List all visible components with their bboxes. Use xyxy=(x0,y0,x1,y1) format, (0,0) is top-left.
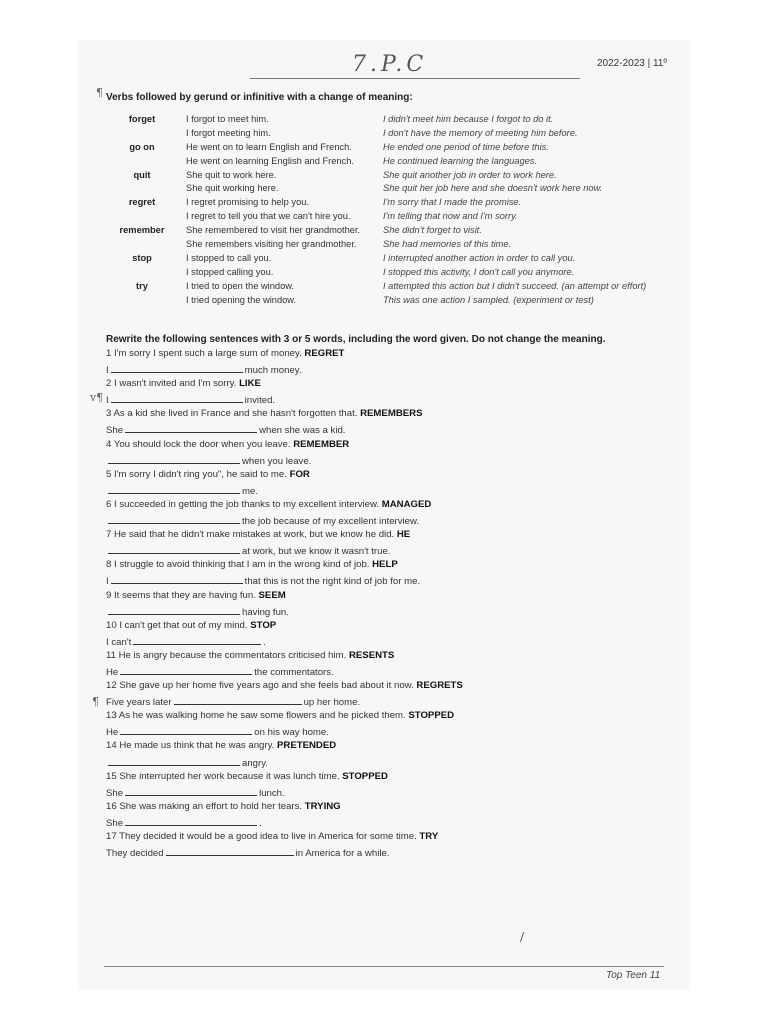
prompt-text: 13 As he was walking home he saw some flowers and he picked them. xyxy=(106,710,406,722)
prompt-text: 8 I struggle to avoid thinking that I am in the wrong kind of job. xyxy=(106,559,370,571)
margin-mark: ¶ xyxy=(96,86,103,99)
example-cell: I forgot to meet him. xyxy=(186,114,269,124)
verb-table-row xyxy=(110,281,670,295)
keyword: REMEMBERS xyxy=(360,408,423,420)
answer-suffix: when she was a kid. xyxy=(259,425,346,437)
verb-cell: regret xyxy=(128,197,156,208)
verb-table-row xyxy=(110,156,670,170)
meaning-cell: He ended one period of time before this. xyxy=(383,141,549,152)
answer-suffix: much money. xyxy=(244,365,302,377)
answer-line xyxy=(106,423,666,438)
answer-line xyxy=(106,846,666,861)
answer-suffix: invited. xyxy=(244,395,276,407)
answer-blank[interactable] xyxy=(125,786,257,796)
handwritten-title: 7.P.C xyxy=(352,52,428,77)
answer-line xyxy=(106,605,666,620)
verb-table-row xyxy=(110,225,670,239)
answer-blank[interactable] xyxy=(125,816,257,826)
exercise-prompt xyxy=(106,348,666,363)
answer-blank[interactable] xyxy=(108,605,240,615)
keyword: STOPPED xyxy=(408,710,455,722)
keyword: REMEMBER xyxy=(293,438,350,450)
verb-table-row xyxy=(110,114,670,128)
answer-suffix: . xyxy=(263,636,266,648)
answer-blank[interactable] xyxy=(111,363,243,373)
answer-prefix: She xyxy=(106,817,124,829)
exercise-prompt xyxy=(106,499,666,514)
example-cell: I stopped calling you. xyxy=(186,266,274,277)
answer-blank[interactable] xyxy=(108,544,240,554)
prompt-text: 10 I can't get that out of my mind. xyxy=(106,619,248,631)
answer-prefix: Five years later xyxy=(106,697,172,709)
answer-suffix: me. xyxy=(242,485,258,497)
keyword: LIKE xyxy=(239,378,261,390)
verb-table-row xyxy=(110,253,670,267)
meaning-cell: I'm sorry that I made the promise. xyxy=(383,197,522,208)
exercise-list xyxy=(106,348,666,861)
meaning-cell: I don't have the memory of meeting him before. xyxy=(383,127,578,138)
verb-cell: try xyxy=(136,280,148,291)
answer-prefix: I xyxy=(106,576,109,588)
answer-suffix: having fun. xyxy=(242,606,289,618)
answer-prefix: He xyxy=(106,666,119,678)
answer-line xyxy=(106,635,666,650)
exercise-prompt xyxy=(106,620,666,635)
example-cell: I regret promising to help you. xyxy=(186,197,309,208)
prompt-text: 2 I wasn't invited and I'm sorry. xyxy=(106,378,237,390)
prompt-text: 7 He said that he didn't make mistakes at work, but we know he did. xyxy=(106,529,395,541)
verb-cell: remember xyxy=(119,225,165,236)
exercise-prompt xyxy=(106,439,666,454)
answer-line xyxy=(106,756,666,771)
example-cell: She remembers visiting her grandmother. xyxy=(186,239,357,250)
keyword: HE xyxy=(396,529,411,541)
meaning-cell: I stopped this activity, I don't call you anymore. xyxy=(383,266,575,277)
example-cell: I regret to tell you that we can't hire you. xyxy=(186,211,351,222)
verb-cell: stop xyxy=(132,252,152,263)
answer-suffix: at work, but we know it wasn't true. xyxy=(242,546,391,558)
prompt-text: 9 It seems that they are having fun. xyxy=(106,589,256,601)
prompt-text: 12 She gave up her home five years ago and she feels bad about it now. xyxy=(106,680,414,692)
verb-table-row xyxy=(110,211,670,225)
verb-table-row xyxy=(110,142,670,156)
keyword: SEEM xyxy=(258,589,286,601)
meaning-cell: She quit her job here and she doesn't work here now. xyxy=(383,183,603,194)
answer-suffix: angry. xyxy=(242,757,268,769)
keyword: REGRET xyxy=(304,348,345,359)
meaning-cell: I didn't meet him because I forgot to do it. xyxy=(383,114,554,124)
answer-suffix: the job because of my excellent interview. xyxy=(242,516,420,528)
footer-rule xyxy=(104,966,664,967)
keyword: PRETENDED xyxy=(277,740,337,752)
answer-blank[interactable] xyxy=(108,756,240,766)
prompt-text: 3 As a kid she lived in France and she hasn't forgotten that. xyxy=(106,408,358,420)
answer-suffix: in America for a while. xyxy=(295,848,390,860)
example-cell: She quit working here. xyxy=(186,183,279,194)
answer-prefix: I xyxy=(106,395,109,407)
pen-scribble: / xyxy=(520,930,525,944)
meaning-cell: I attempted this action but I didn't succeed. (an attempt or effort) xyxy=(383,280,647,291)
title-underline xyxy=(250,78,580,79)
keyword: TRY xyxy=(419,831,439,842)
example-cell: She quit to work here. xyxy=(186,169,277,180)
example-cell: I tried opening the window. xyxy=(186,294,297,305)
footer-book-label: Top Teen 11 xyxy=(606,970,661,981)
answer-blank[interactable] xyxy=(120,725,252,735)
verb-table-row xyxy=(110,170,670,184)
prompt-text: 5 I'm sorry I didn't ring you", he said to me. xyxy=(106,468,287,480)
example-cell: I stopped to call you. xyxy=(186,252,272,263)
prompt-text: 15 She interrupted her work because it was lunch time. xyxy=(106,770,340,782)
keyword: HELP xyxy=(372,559,398,571)
meaning-cell: He continued learning the languages. xyxy=(383,155,538,166)
exercise-prompt xyxy=(106,831,666,846)
answer-blank[interactable] xyxy=(120,665,252,675)
answer-blank[interactable] xyxy=(166,846,294,856)
prompt-text: 14 He made us think that he was angry. xyxy=(106,740,275,752)
verb-meaning-table xyxy=(110,114,670,308)
meaning-cell: I interrupted another action in order to call you. xyxy=(383,252,576,263)
answer-blank[interactable] xyxy=(133,635,261,645)
answer-suffix: up her home. xyxy=(303,697,361,709)
answer-line xyxy=(106,816,666,831)
keyword: MANAGED xyxy=(381,498,432,510)
exercise-prompt xyxy=(106,740,666,755)
keyword: REGRETS xyxy=(416,680,463,692)
answer-prefix: She xyxy=(106,425,124,437)
answer-blank[interactable] xyxy=(111,574,243,584)
answer-blank[interactable] xyxy=(108,454,240,464)
meaning-cell: This was one action I sampled. (experiment or test) xyxy=(383,294,594,305)
keyword: STOP xyxy=(250,619,277,631)
exercise-prompt xyxy=(106,378,666,393)
answer-suffix: lunch. xyxy=(259,787,285,799)
meaning-cell: I'm telling that now and I'm sorry. xyxy=(383,211,518,222)
keyword: FOR xyxy=(289,468,310,480)
answer-line xyxy=(106,725,666,740)
answer-prefix: I xyxy=(106,365,109,377)
answer-line xyxy=(106,665,666,680)
prompt-text: 6 I succeeded in getting the job thanks to my excellent interview. xyxy=(106,498,380,510)
prompt-text: 1 I'm sorry I spent such a large sum of money. xyxy=(106,348,302,359)
answer-line xyxy=(106,393,666,408)
answer-prefix: They decided xyxy=(106,848,164,860)
keyword: STOPPED xyxy=(342,770,388,782)
example-cell: I tried to open the window. xyxy=(186,280,295,291)
grammar-section-heading: Verbs followed by gerund or infinitive with a change of meaning: xyxy=(106,92,413,103)
verb-cell: go on xyxy=(129,141,155,152)
verb-cell: quit xyxy=(133,169,151,180)
keyword: RESENTS xyxy=(348,649,395,661)
answer-line xyxy=(106,514,666,529)
verb-table-row xyxy=(110,295,670,309)
exercise-prompt xyxy=(106,650,666,665)
exercise-prompt xyxy=(106,710,666,725)
answer-line xyxy=(106,574,666,589)
answer-suffix: that this is not the right kind of job for me. xyxy=(244,576,421,588)
example-cell: She remembered to visit her grandmother. xyxy=(186,225,361,236)
exercise-prompt xyxy=(106,408,666,423)
answer-suffix: when you leave. xyxy=(242,455,312,467)
prompt-text: 16 She was making an effort to hold her tears. xyxy=(106,800,303,812)
answer-line xyxy=(106,695,666,710)
example-cell: I forgot meeting him. xyxy=(186,127,271,138)
meaning-cell: She had memories of this time. xyxy=(383,239,512,250)
answer-prefix: I can't xyxy=(106,636,132,648)
answer-suffix: on his way home. xyxy=(254,727,329,739)
exercise-prompt xyxy=(106,680,666,695)
answer-line xyxy=(106,484,666,499)
margin-mark: v¶ xyxy=(90,391,104,404)
exercise-prompt xyxy=(106,469,666,484)
answer-blank[interactable] xyxy=(108,484,240,494)
answer-suffix: . xyxy=(259,817,262,829)
prompt-text: 4 You should lock the door when you leave. xyxy=(106,438,291,450)
example-cell: He went on learning English and French. xyxy=(186,155,354,166)
answer-prefix: She xyxy=(106,787,124,799)
verb-table-row xyxy=(110,197,670,211)
example-cell: He went on to learn English and French. xyxy=(186,141,352,152)
answer-line xyxy=(106,363,666,378)
answer-line xyxy=(106,454,666,469)
meaning-cell: She didn't forget to visit. xyxy=(383,225,482,236)
verb-table-row xyxy=(110,183,670,197)
meaning-cell: She quit another job in order to work here. xyxy=(383,169,557,180)
verb-table-row xyxy=(110,128,670,142)
verb-table-row xyxy=(110,239,670,253)
keyword: TRYING xyxy=(304,800,341,812)
answer-line xyxy=(106,544,666,559)
exercise-prompt xyxy=(106,529,666,544)
answer-blank[interactable] xyxy=(125,423,257,433)
answer-blank[interactable] xyxy=(111,393,243,403)
margin-mark: ¶ xyxy=(92,695,99,708)
exercise-prompt xyxy=(106,801,666,816)
answer-suffix: the commentators. xyxy=(254,666,334,678)
exercise-instructions: Rewrite the following sentences with 3 or 5 words, including the word given. Do not change the meaning. xyxy=(106,334,606,345)
exercise-prompt xyxy=(106,559,666,574)
exercise-prompt xyxy=(106,771,666,786)
answer-blank[interactable] xyxy=(108,514,240,524)
answer-line xyxy=(106,786,666,801)
verb-table-row xyxy=(110,267,670,281)
prompt-text: 17 They decided it would be a good idea to live in America for some time. xyxy=(106,831,417,842)
verb-cell: forget xyxy=(128,114,156,124)
school-year-label: 2022-2023 | 11º xyxy=(597,58,668,69)
answer-blank[interactable] xyxy=(174,695,302,705)
prompt-text: 11 He is angry because the commentators criticised him. xyxy=(106,649,347,661)
exercise-prompt xyxy=(106,590,666,605)
answer-prefix: He xyxy=(106,727,119,739)
